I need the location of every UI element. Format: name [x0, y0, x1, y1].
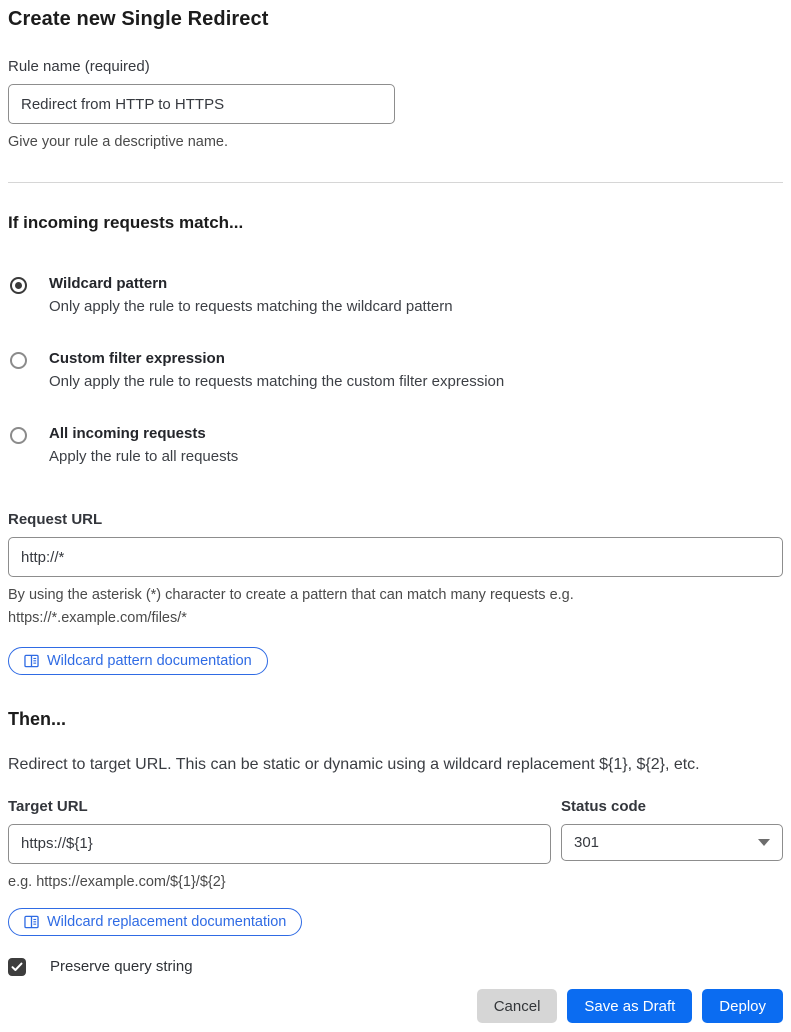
chevron-down-icon: [758, 839, 770, 846]
radio-option-wildcard-pattern[interactable]: [8, 275, 783, 315]
target-url-label: Target URL: [8, 797, 88, 815]
request-url-label: Request URL: [8, 511, 103, 529]
preserve-query-string-label: Preserve query string: [50, 958, 193, 976]
request-url-helper-line1: By using the asterisk (*) character to create a pattern that can match many requests e.g.: [8, 587, 574, 604]
open-book-icon: [24, 915, 39, 929]
checkmark-icon: [11, 962, 23, 972]
then-section-description: Redirect to target URL. This can be static or dynamic using a wildcard replacement ${1}, ${2}, etc.: [8, 755, 700, 773]
wildcard-replacement-doc-label: Wildcard replacement documentation: [47, 913, 287, 930]
preserve-query-string-checkbox[interactable]: [8, 958, 26, 976]
target-url-input[interactable]: [8, 824, 551, 864]
page-title: Create new Single Redirect: [8, 8, 269, 30]
footer-actions: [477, 989, 783, 1023]
target-row: [8, 798, 783, 894]
preserve-query-string-row[interactable]: [8, 958, 783, 976]
radio-desc-wildcard-pattern: Only apply the rule to requests matching the wildcard pattern: [49, 298, 453, 316]
radio-option-custom-filter[interactable]: [8, 350, 783, 390]
deploy-button[interactable]: Deploy: [702, 989, 783, 1023]
save-as-draft-button[interactable]: Save as Draft: [567, 989, 692, 1023]
match-section-heading: If incoming requests match...: [8, 213, 244, 233]
radio-label-custom-filter: Custom filter expression: [49, 350, 225, 368]
radio-option-all-requests[interactable]: [8, 425, 783, 465]
radio-desc-all-requests: Apply the rule to all requests: [49, 448, 239, 466]
open-book-icon: [24, 654, 39, 668]
request-url-helper-line2: https://*.example.com/files/*: [8, 610, 187, 627]
wildcard-pattern-doc-button[interactable]: [8, 647, 268, 675]
radio-button-wildcard-pattern[interactable]: [10, 277, 27, 294]
request-url-block: [8, 511, 783, 674]
status-code-value: 301: [574, 833, 600, 851]
rule-name-input[interactable]: [8, 84, 395, 124]
section-divider: [8, 182, 783, 183]
radio-button-all-requests[interactable]: [10, 427, 27, 444]
rule-name-helper: Give your rule a descriptive name.: [8, 134, 229, 150]
wildcard-replacement-doc-button[interactable]: [8, 908, 302, 936]
radio-label-wildcard-pattern: Wildcard pattern: [49, 275, 168, 293]
radio-label-all-requests: All incoming requests: [49, 425, 206, 443]
status-code-select[interactable]: [561, 824, 783, 861]
target-url-helper: e.g. https://example.com/${1}/${2}: [8, 873, 226, 890]
then-section-heading: Then...: [8, 708, 66, 729]
request-url-input[interactable]: [8, 537, 783, 577]
radio-desc-custom-filter: Only apply the rule to requests matching the custom filter expression: [49, 373, 505, 391]
cancel-button[interactable]: Cancel: [477, 989, 558, 1023]
wildcard-pattern-doc-label: Wildcard pattern documentation: [47, 652, 252, 669]
match-type-radio-group: [8, 275, 783, 465]
request-url-helper: [8, 584, 783, 630]
status-code-label: Status code: [561, 797, 647, 815]
rule-name-label: Rule name (required): [8, 58, 150, 75]
radio-button-custom-filter[interactable]: [10, 352, 27, 369]
